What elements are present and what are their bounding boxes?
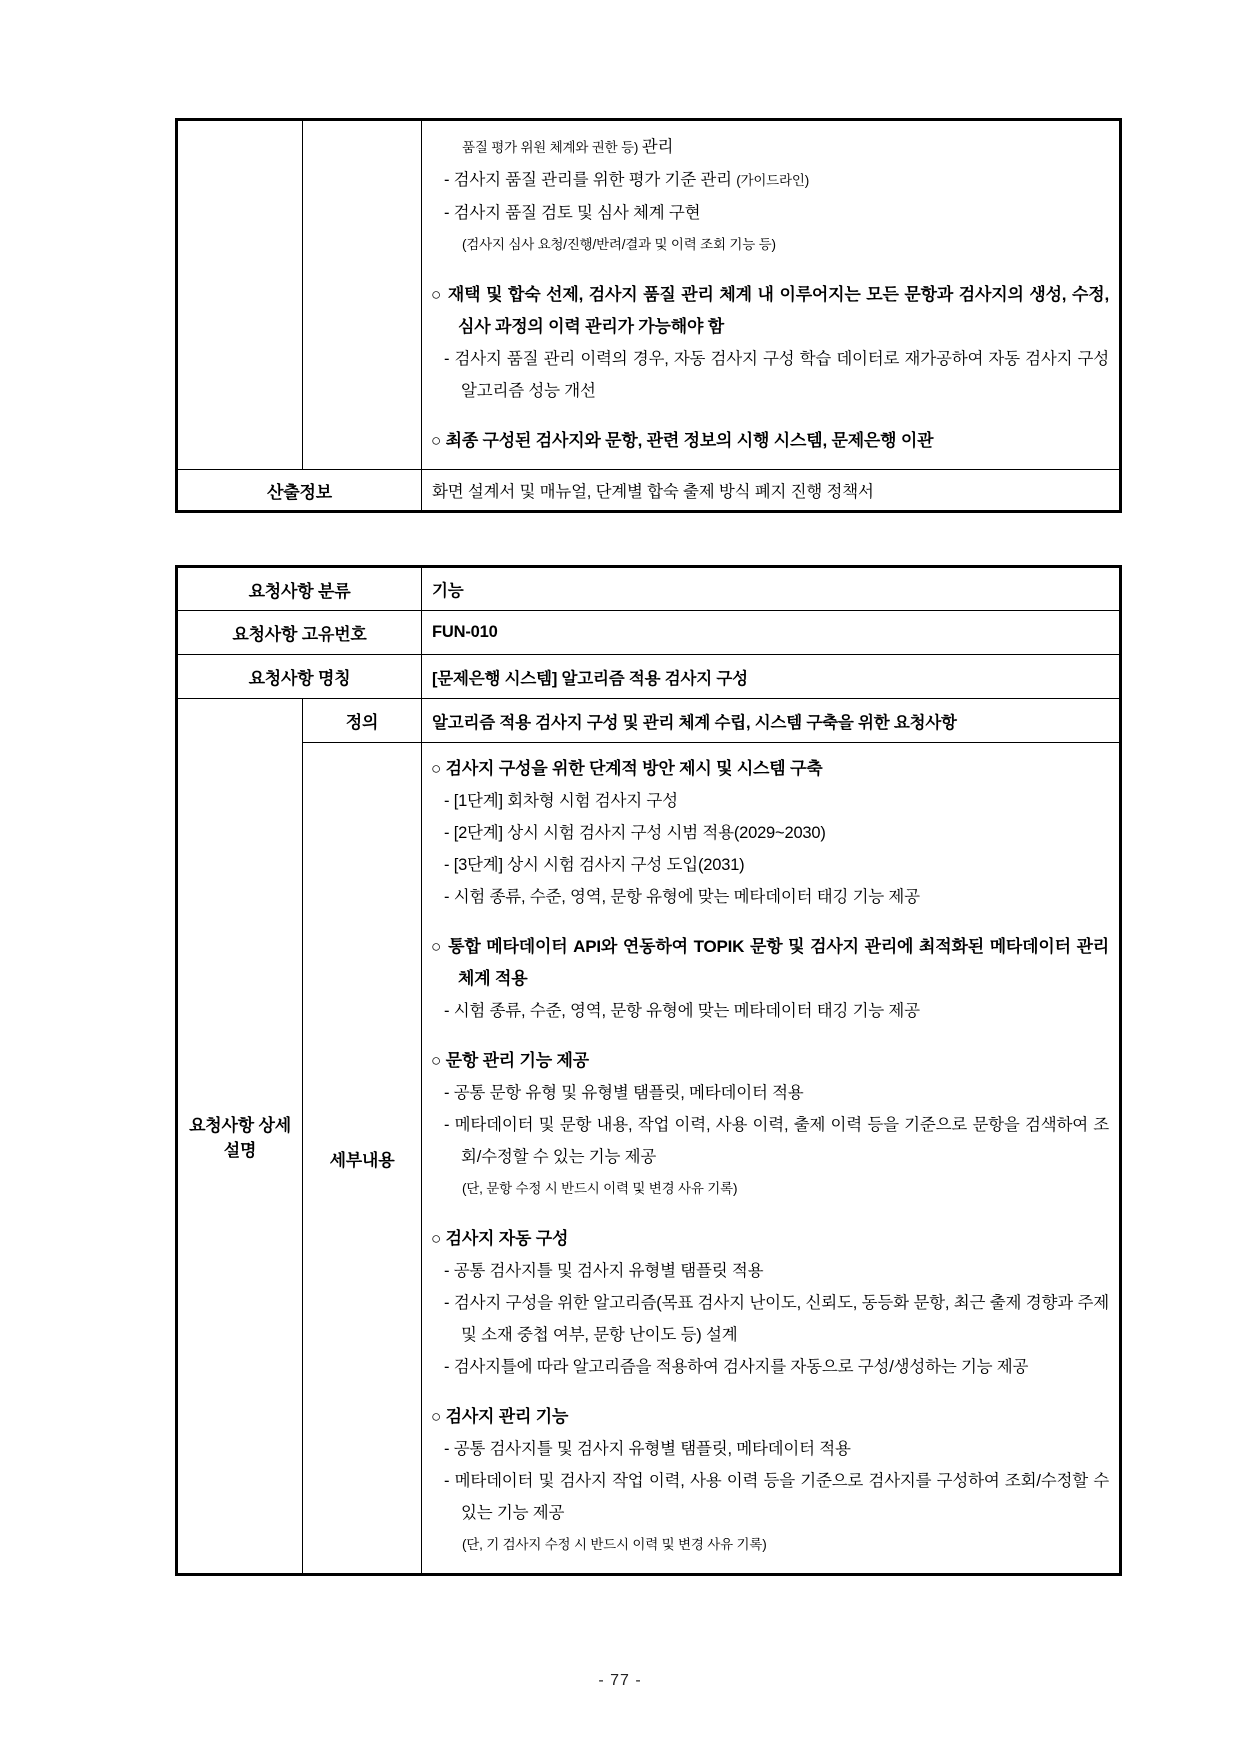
output-info-label: 산출정보 (177, 470, 422, 512)
dash-item-line: - 검사지 품질 검토 및 심사 체계 구현 (444, 204, 701, 222)
output-info-value: 화면 설계서 및 매뉴얼, 단계별 합숙 출제 방식 폐지 진행 정책서 (422, 470, 1121, 512)
content-label: 세부내용 (303, 743, 422, 1575)
output-info-row (177, 470, 1121, 512)
continuation-line: 품질 평가 위원 체계와 권한 등) 관리 (462, 138, 674, 156)
requirement-table (175, 565, 1122, 1576)
dash-item-line: - 공통 검사지틀 및 검사지 유형별 탬플릿 적용 (444, 1262, 764, 1280)
content-row (177, 743, 1121, 1575)
category-label: 요청사항 분류 (177, 567, 422, 611)
name-value: [문제은행 시스템] 알고리즘 적용 검사지 구성 (422, 655, 1121, 699)
section-bullet-line: ○ 검사지 자동 구성 (431, 1229, 569, 1248)
section-bullet-line: ○ 문항 관리 기능 제공 (431, 1051, 589, 1070)
definition-value: 알고리즘 적용 검사지 구성 및 관리 체계 수립, 시스템 구축을 위한 요청사항 (422, 699, 1121, 743)
name-label: 요청사항 명칭 (177, 655, 422, 699)
dash-item-line: - 검사지 품질 관리를 위한 평가 기준 관리 (가이드라인) (444, 171, 809, 189)
note-line: (단, 문항 수정 시 반드시 이력 및 변경 사유 기록) (462, 1181, 738, 1196)
note-line: (검사지 심사 요청/진행/반려/결과 및 이력 조회 기능 등) (462, 237, 776, 252)
id-row (177, 611, 1121, 655)
detail-description-label: 요청사항 상세설명 (177, 699, 303, 1575)
dash-item-line: - [3단계] 상시 시험 검사지 구성 도입(2031) (444, 856, 745, 874)
inline-note: (가이드라인) (736, 173, 809, 188)
prev-requirement-table (175, 118, 1122, 513)
name-row (177, 655, 1121, 699)
definition-row (177, 699, 1121, 743)
dash-item-line: - 메타데이터 및 문항 내용, 작업 이력, 사용 이력, 출제 이력 등을 기준으로 문항을 검색하여 조회/수정할 수 있는 기능 제공 (444, 1116, 1110, 1166)
section-bullet-line: ○ 검사지 구성을 위한 단계적 방안 제시 및 시스템 구축 (431, 759, 823, 778)
dash-item-line: - 공통 검사지틀 및 검사지 유형별 탬플릿, 메타데이터 적용 (444, 1440, 851, 1458)
dash-item-line: - 검사지 구성을 위한 알고리즘(목표 검사지 난이도, 신뢰도, 동등화 문항, 최근 출제 경향과 주제 및 소재 중첩 여부, 문항 난이도 등) 설계 (444, 1294, 1110, 1344)
definition-label: 정의 (303, 699, 422, 743)
section-bullet-line: ○ 통합 메타데이터 API와 연동하여 TOPIK 문항 및 검사지 관리에 최적화된 메타데이터 관리 체계 적용 (431, 937, 1110, 988)
dash-item-line: - 시험 종류, 수준, 영역, 문항 유형에 맞는 메타데이터 태깅 기능 제공 (444, 1002, 920, 1020)
dash-item-line: - 검사지 품질 관리 이력의 경우, 자동 검사지 구성 학습 데이터로 재가공하여 자동 검사지 구성 알고리즘 성능 개선 (444, 350, 1109, 400)
empty-cell (303, 120, 422, 470)
note-line: (단, 기 검사지 수정 시 반드시 이력 및 변경 사유 기록) (462, 1537, 767, 1552)
inline-note: 품질 평가 위원 체계와 권한 등) (462, 140, 642, 155)
category-row (177, 567, 1121, 611)
detail-continuation-row (177, 120, 1121, 470)
dash-item-line: - [2단계] 상시 시험 검사지 구성 시범 적용(2029~2030) (444, 824, 826, 842)
dash-item-line: - [1단계] 회차형 시험 검사지 구성 (444, 792, 678, 810)
content-cell (422, 743, 1121, 1575)
dash-item-line: - 시험 종류, 수준, 영역, 문항 유형에 맞는 메타데이터 태깅 기능 제공 (444, 888, 920, 906)
detail-content-cell (422, 120, 1121, 470)
section-bullet-line: ○ 재택 및 합숙 선제, 검사지 품질 관리 체계 내 이루어지는 모든 문항과 검사지의 생성, 수정, 심사 과정의 이력 관리가 가능해야 함 (431, 285, 1109, 336)
dash-item-line: - 메타데이터 및 검사지 작업 이력, 사용 이력 등을 기준으로 검사지를 구성하여 조회/수정할 수 있는 기능 제공 (444, 1472, 1110, 1522)
category-value: 기능 (422, 567, 1121, 611)
id-label: 요청사항 고유번호 (177, 611, 422, 655)
dash-item-line: - 검사지틀에 따라 알고리즘을 적용하여 검사지를 자동으로 구성/생성하는 기능 제공 (444, 1358, 1029, 1376)
empty-cell (177, 120, 303, 470)
section-bullet-line: ○ 검사지 관리 기능 (431, 1407, 569, 1426)
id-value: FUN-010 (422, 611, 1121, 655)
dash-item-line: - 공통 문항 유형 및 유형별 탬플릿, 메타데이터 적용 (444, 1084, 804, 1102)
page-number: - 77 - (598, 1672, 642, 1689)
section-bullet-line: ○ 최종 구성된 검사지와 문항, 관련 정보의 시행 시스템, 문제은행 이관 (431, 431, 934, 450)
